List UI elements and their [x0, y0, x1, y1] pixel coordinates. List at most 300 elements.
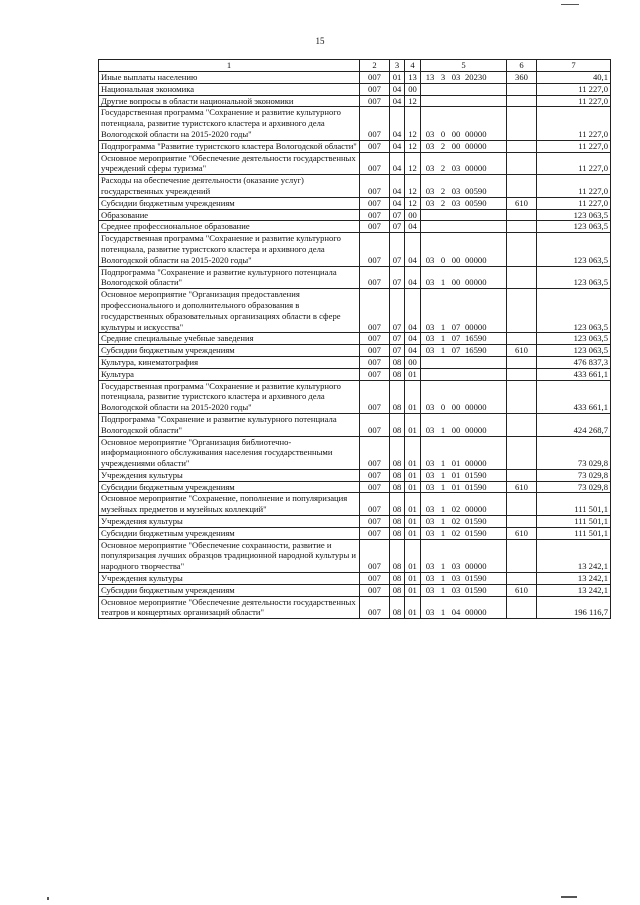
row-subsection-code: 00: [405, 356, 421, 368]
row-expense-type: [507, 83, 537, 95]
target-article-part: 03: [425, 163, 435, 174]
row-subsection-code: 12: [405, 95, 421, 107]
target-article-part: 03: [425, 561, 435, 572]
row-expense-type: [507, 436, 537, 469]
row-name: Учреждения культуры: [99, 573, 360, 585]
header-col-2: 2: [360, 60, 390, 72]
row-ministry-code: 007: [360, 197, 390, 209]
row-expense-type: [507, 539, 537, 572]
table-row: [99, 140, 611, 152]
target-article-part: 1: [440, 573, 446, 584]
row-expense-type: [507, 209, 537, 221]
row-subsection-code: 12: [405, 107, 421, 140]
row-expense-type: [507, 175, 537, 198]
row-ministry-code: 007: [360, 289, 390, 333]
row-target-article: [421, 436, 507, 469]
target-article-part: 03: [425, 527, 435, 538]
row-subsection-code: 01: [405, 413, 421, 436]
target-article-part: 3: [440, 72, 446, 82]
row-name: Основное мероприятие "Организация предоставления профессионального и дополнительного образования в государственных образовательных организациях области в сфере культуры и искусства": [99, 289, 360, 333]
row-ministry-code: 007: [360, 221, 390, 233]
row-amount: 13 242,1: [537, 539, 611, 572]
row-name: Подпрограмма "Сохранение и развитие культурного потенциала Вологодской области": [99, 413, 360, 436]
row-expense-type: [507, 356, 537, 368]
row-subsection-code: 00: [405, 83, 421, 95]
row-subsection-code: 13: [405, 72, 421, 84]
row-amount: 11 227,0: [537, 107, 611, 140]
target-article-part: 07: [451, 345, 461, 356]
row-name: Расходы на обеспечение деятельности (оказание услуг) государственных учреждений: [99, 175, 360, 198]
target-article-part: 03: [451, 584, 461, 595]
table-row: [99, 368, 611, 380]
row-target-article: [421, 140, 507, 152]
table-row: [99, 596, 611, 619]
header-col-6: 6: [507, 60, 537, 72]
target-article-part: 00000: [465, 140, 487, 151]
row-target-article: [421, 152, 507, 175]
target-article-part: 01590: [465, 469, 487, 480]
row-expense-type: [507, 493, 537, 516]
row-name: Основное мероприятие "Обеспечение деятельности государственных театров и концертных организаций области": [99, 596, 360, 619]
target-article-part: 00000: [465, 402, 487, 413]
row-amount: 11 227,0: [537, 140, 611, 152]
target-article-part: 03: [425, 607, 435, 618]
target-article-part: 00000: [465, 607, 487, 618]
row-subsection-code: 04: [405, 221, 421, 233]
row-amount: 73 029,8: [537, 469, 611, 481]
row-ministry-code: 007: [360, 493, 390, 516]
target-article-part: 20230: [465, 72, 487, 82]
target-article-part: 0: [440, 402, 446, 413]
row-ministry-code: 007: [360, 469, 390, 481]
target-article-part: 00000: [465, 424, 487, 435]
target-article-part: 01: [451, 458, 461, 469]
row-target-article: [421, 209, 507, 221]
table-row: [99, 413, 611, 436]
row-subsection-code: 12: [405, 175, 421, 198]
row-amount: 11 227,0: [537, 95, 611, 107]
row-target-article: [421, 380, 507, 413]
row-amount: 123 063,5: [537, 333, 611, 345]
row-target-article: [421, 596, 507, 619]
header-col-5: 5: [421, 60, 507, 72]
row-ministry-code: 007: [360, 516, 390, 528]
row-section-code: 08: [390, 573, 405, 585]
target-article-part: 03: [451, 561, 461, 572]
target-article-part: 01: [451, 469, 461, 480]
target-article-part: 1: [440, 527, 446, 538]
target-article-part: 2: [440, 197, 446, 208]
row-name: Культура, кинематография: [99, 356, 360, 368]
row-ministry-code: 007: [360, 83, 390, 95]
target-article-part: 03: [451, 573, 461, 584]
target-article-part: 03: [425, 516, 435, 527]
row-expense-type: [507, 469, 537, 481]
target-article-part: 03: [425, 573, 435, 584]
row-section-code: 08: [390, 481, 405, 493]
row-ministry-code: 007: [360, 175, 390, 198]
target-article-part: 03: [425, 402, 435, 413]
row-target-article: [421, 481, 507, 493]
row-expense-type: [507, 266, 537, 289]
row-name: Культура: [99, 368, 360, 380]
table-header-row: [99, 60, 611, 72]
table-row: [99, 539, 611, 572]
target-article-part: 2: [440, 163, 446, 174]
target-article-part: 03: [425, 481, 435, 492]
target-article-part: 2: [440, 140, 446, 151]
target-article-part: 00: [451, 402, 461, 413]
row-expense-type: [507, 596, 537, 619]
table-row: [99, 333, 611, 345]
row-section-code: 08: [390, 469, 405, 481]
target-article-part: 03: [425, 424, 435, 435]
row-subsection-code: 01: [405, 573, 421, 585]
row-expense-type: 610: [507, 527, 537, 539]
page-number: 15: [315, 36, 325, 46]
target-article-part: 07: [451, 321, 461, 332]
target-article-part: 01590: [465, 516, 487, 527]
row-target-article: [421, 221, 507, 233]
row-section-code: 07: [390, 289, 405, 333]
row-ministry-code: 007: [360, 356, 390, 368]
target-article-part: 01590: [465, 584, 487, 595]
row-ministry-code: 007: [360, 436, 390, 469]
target-article-part: 01590: [465, 527, 487, 538]
target-article-part: 00: [451, 128, 461, 139]
row-target-article: [421, 266, 507, 289]
target-article-part: 1: [440, 504, 446, 515]
row-name: Государственная программа "Сохранение и развитие культурного потенциала, развитие туристского кластера и архивного дела Вологодской области на 2015-2020 годы": [99, 107, 360, 140]
row-target-article: [421, 197, 507, 209]
row-expense-type: 610: [507, 584, 537, 596]
table-row: [99, 527, 611, 539]
target-article-part: 1: [440, 333, 446, 344]
row-section-code: 08: [390, 516, 405, 528]
row-amount: 123 063,5: [537, 266, 611, 289]
row-ministry-code: 007: [360, 368, 390, 380]
target-article-part: 03: [425, 185, 435, 196]
table-row: [99, 209, 611, 221]
row-ministry-code: 007: [360, 333, 390, 345]
row-ministry-code: 007: [360, 233, 390, 266]
row-subsection-code: 00: [405, 209, 421, 221]
table-row: [99, 95, 611, 107]
target-article-part: 03: [425, 584, 435, 595]
target-article-part: 00000: [465, 458, 487, 469]
row-name: Учреждения культуры: [99, 516, 360, 528]
row-name: Подпрограмма "Сохранение и развитие культурного потенциала Вологодской области": [99, 266, 360, 289]
target-article-part: 1: [440, 584, 446, 595]
row-amount: 11 227,0: [537, 197, 611, 209]
row-amount: 73 029,8: [537, 481, 611, 493]
row-amount: 11 227,0: [537, 152, 611, 175]
target-article-part: 03: [451, 163, 461, 174]
row-expense-type: [507, 221, 537, 233]
row-target-article: [421, 539, 507, 572]
target-article-part: 00000: [465, 128, 487, 139]
target-article-part: 00: [451, 277, 461, 288]
row-expense-type: 610: [507, 481, 537, 493]
table-row: [99, 584, 611, 596]
row-target-article: [421, 516, 507, 528]
row-section-code: 04: [390, 152, 405, 175]
target-article-part: 1: [440, 607, 446, 618]
row-expense-type: [507, 152, 537, 175]
row-target-article: [421, 356, 507, 368]
table-row: [99, 436, 611, 469]
row-amount: 424 268,7: [537, 413, 611, 436]
row-target-article: [421, 413, 507, 436]
target-article-part: 00: [451, 254, 461, 265]
row-expense-type: [507, 233, 537, 266]
target-article-part: 04: [451, 607, 461, 618]
target-article-part: 0: [440, 254, 446, 265]
row-ministry-code: 007: [360, 95, 390, 107]
row-amount: 123 063,5: [537, 289, 611, 333]
row-name: Основное мероприятие "Обеспечение сохранности, развитие и популяризация лучших образцов традиционной народной культуры и народного творчества": [99, 539, 360, 572]
table-row: [99, 573, 611, 585]
row-expense-type: [507, 380, 537, 413]
row-target-article: [421, 95, 507, 107]
row-ministry-code: 007: [360, 266, 390, 289]
row-amount: 433 661,1: [537, 368, 611, 380]
target-article-part: 07: [451, 333, 461, 344]
table-row: [99, 152, 611, 175]
row-expense-type: 610: [507, 345, 537, 357]
row-amount: 433 661,1: [537, 380, 611, 413]
table-row: [99, 266, 611, 289]
row-target-article: [421, 83, 507, 95]
row-name: Национальная экономика: [99, 83, 360, 95]
row-ministry-code: 007: [360, 527, 390, 539]
target-article-part: 1: [440, 561, 446, 572]
row-subsection-code: 04: [405, 289, 421, 333]
row-expense-type: [507, 95, 537, 107]
row-target-article: [421, 527, 507, 539]
header-col-3: 3: [390, 60, 405, 72]
target-article-part: 01: [451, 481, 461, 492]
target-article-part: 02: [451, 527, 461, 538]
row-section-code: 04: [390, 83, 405, 95]
row-subsection-code: 01: [405, 539, 421, 572]
target-article-part: 16590: [465, 345, 487, 356]
row-target-article: [421, 107, 507, 140]
row-name: Субсидии бюджетным учреждениям: [99, 345, 360, 357]
row-ministry-code: 007: [360, 596, 390, 619]
table-row: [99, 72, 611, 84]
row-name: Основное мероприятие "Обеспечение деятельности государственных учреждений сферы туризма": [99, 152, 360, 175]
row-section-code: 07: [390, 221, 405, 233]
row-amount: 476 837,3: [537, 356, 611, 368]
target-article-part: 03: [425, 277, 435, 288]
target-article-part: 03: [451, 185, 461, 196]
row-amount: 123 063,5: [537, 345, 611, 357]
row-section-code: 07: [390, 266, 405, 289]
row-section-code: 07: [390, 233, 405, 266]
row-subsection-code: 01: [405, 469, 421, 481]
target-article-part: 1: [440, 469, 446, 480]
target-article-part: 03: [425, 321, 435, 332]
table-row: [99, 83, 611, 95]
target-article-part: 00000: [465, 163, 487, 174]
row-ministry-code: 007: [360, 573, 390, 585]
target-article-part: 00000: [465, 254, 487, 265]
row-amount: 73 029,8: [537, 436, 611, 469]
row-target-article: [421, 233, 507, 266]
row-section-code: 04: [390, 197, 405, 209]
row-name: Средние специальные учебные заведения: [99, 333, 360, 345]
row-section-code: 08: [390, 584, 405, 596]
table-row: [99, 469, 611, 481]
row-section-code: 01: [390, 72, 405, 84]
row-section-code: 08: [390, 413, 405, 436]
row-ministry-code: 007: [360, 107, 390, 140]
row-name: Основное мероприятие "Организация библиотечно-информационного обслуживания населения государственными учреждениями области": [99, 436, 360, 469]
row-name: Учреждения культуры: [99, 469, 360, 481]
row-subsection-code: 04: [405, 233, 421, 266]
row-amount: 111 501,1: [537, 493, 611, 516]
target-article-part: 03: [425, 504, 435, 515]
row-target-article: [421, 584, 507, 596]
row-amount: 196 116,7: [537, 596, 611, 619]
row-subsection-code: 01: [405, 493, 421, 516]
table-row: [99, 380, 611, 413]
target-article-part: 00: [451, 140, 461, 151]
target-article-part: 03: [425, 458, 435, 469]
target-article-part: 03: [451, 197, 461, 208]
row-section-code: 08: [390, 356, 405, 368]
row-ministry-code: 007: [360, 345, 390, 357]
target-article-part: 1: [440, 345, 446, 356]
row-target-article: [421, 368, 507, 380]
row-target-article: [421, 493, 507, 516]
row-expense-type: [507, 107, 537, 140]
row-name: Субсидии бюджетным учреждениям: [99, 197, 360, 209]
row-name: Другие вопросы в области национальной экономики: [99, 95, 360, 107]
row-name: Среднее профессиональное образование: [99, 221, 360, 233]
row-ministry-code: 007: [360, 539, 390, 572]
row-name: Субсидии бюджетным учреждениям: [99, 527, 360, 539]
scan-mark-bottom-right: [561, 896, 577, 898]
target-article-part: 03: [425, 254, 435, 265]
row-name: Субсидии бюджетным учреждениям: [99, 584, 360, 596]
table-row: [99, 516, 611, 528]
row-subsection-code: 01: [405, 516, 421, 528]
target-article-part: 1: [440, 424, 446, 435]
row-expense-type: [507, 289, 537, 333]
target-article-part: 00000: [465, 504, 487, 515]
row-name: Образование: [99, 209, 360, 221]
row-name: Государственная программа "Сохранение и развитие культурного потенциала, развитие туристского кластера и архивного дела Вологодской области на 2015-2020 годы": [99, 233, 360, 266]
target-article-part: 1: [440, 458, 446, 469]
target-article-part: 00000: [465, 561, 487, 572]
row-section-code: 08: [390, 596, 405, 619]
row-name: Основное мероприятие "Сохранение, пополнение и популяризация музейных предметов и музейных коллекций": [99, 493, 360, 516]
target-article-part: 03: [425, 197, 435, 208]
row-section-code: 08: [390, 493, 405, 516]
row-ministry-code: 007: [360, 209, 390, 221]
budget-table: [98, 59, 611, 619]
row-subsection-code: 12: [405, 140, 421, 152]
row-target-article: [421, 469, 507, 481]
row-subsection-code: 01: [405, 380, 421, 413]
row-subsection-code: 04: [405, 333, 421, 345]
scan-mark-top-right: [561, 4, 579, 5]
row-expense-type: 610: [507, 197, 537, 209]
target-article-part: 00590: [465, 197, 487, 208]
row-amount: 11 227,0: [537, 83, 611, 95]
row-subsection-code: 01: [405, 527, 421, 539]
row-target-article: [421, 333, 507, 345]
row-subsection-code: 04: [405, 345, 421, 357]
target-article-part: 00000: [465, 277, 487, 288]
row-name: Иные выплаты населению: [99, 72, 360, 84]
row-subsection-code: 12: [405, 197, 421, 209]
row-amount: 13 242,1: [537, 584, 611, 596]
table-row: [99, 345, 611, 357]
row-ministry-code: 007: [360, 72, 390, 84]
target-article-part: 1: [440, 516, 446, 527]
row-target-article: [421, 345, 507, 357]
table-row: [99, 107, 611, 140]
table-row: [99, 175, 611, 198]
row-amount: 123 063,5: [537, 209, 611, 221]
table-body: [99, 72, 611, 619]
row-amount: 123 063,5: [537, 233, 611, 266]
row-section-code: 08: [390, 539, 405, 572]
row-ministry-code: 007: [360, 584, 390, 596]
row-amount: 111 501,1: [537, 516, 611, 528]
target-article-part: 03: [425, 333, 435, 344]
target-article-part: 00590: [465, 185, 487, 196]
row-section-code: 08: [390, 436, 405, 469]
row-amount: 11 227,0: [537, 175, 611, 198]
table-row: [99, 356, 611, 368]
header-col-4: 4: [405, 60, 421, 72]
target-article-part: 01590: [465, 481, 487, 492]
row-section-code: 07: [390, 209, 405, 221]
table-row: [99, 493, 611, 516]
row-expense-type: [507, 333, 537, 345]
target-article-part: 13: [425, 72, 435, 82]
row-subsection-code: 01: [405, 481, 421, 493]
row-expense-type: [507, 516, 537, 528]
row-amount: 40,1: [537, 72, 611, 84]
table-row: [99, 289, 611, 333]
row-expense-type: 360: [507, 72, 537, 84]
row-subsection-code: 01: [405, 584, 421, 596]
row-section-code: 04: [390, 175, 405, 198]
row-subsection-code: 04: [405, 266, 421, 289]
table-row: [99, 233, 611, 266]
row-subsection-code: 01: [405, 596, 421, 619]
target-article-part: 03: [451, 72, 461, 82]
target-article-part: 02: [451, 504, 461, 515]
row-name: Подпрограмма "Развитие туристского кластера Вологодской области": [99, 140, 360, 152]
target-article-part: 03: [425, 128, 435, 139]
row-expense-type: [507, 140, 537, 152]
row-expense-type: [507, 573, 537, 585]
row-subsection-code: 12: [405, 152, 421, 175]
row-target-article: [421, 289, 507, 333]
row-amount: 13 242,1: [537, 573, 611, 585]
table-row: [99, 197, 611, 209]
row-section-code: 08: [390, 527, 405, 539]
row-expense-type: [507, 413, 537, 436]
target-article-part: 01590: [465, 573, 487, 584]
row-ministry-code: 007: [360, 380, 390, 413]
